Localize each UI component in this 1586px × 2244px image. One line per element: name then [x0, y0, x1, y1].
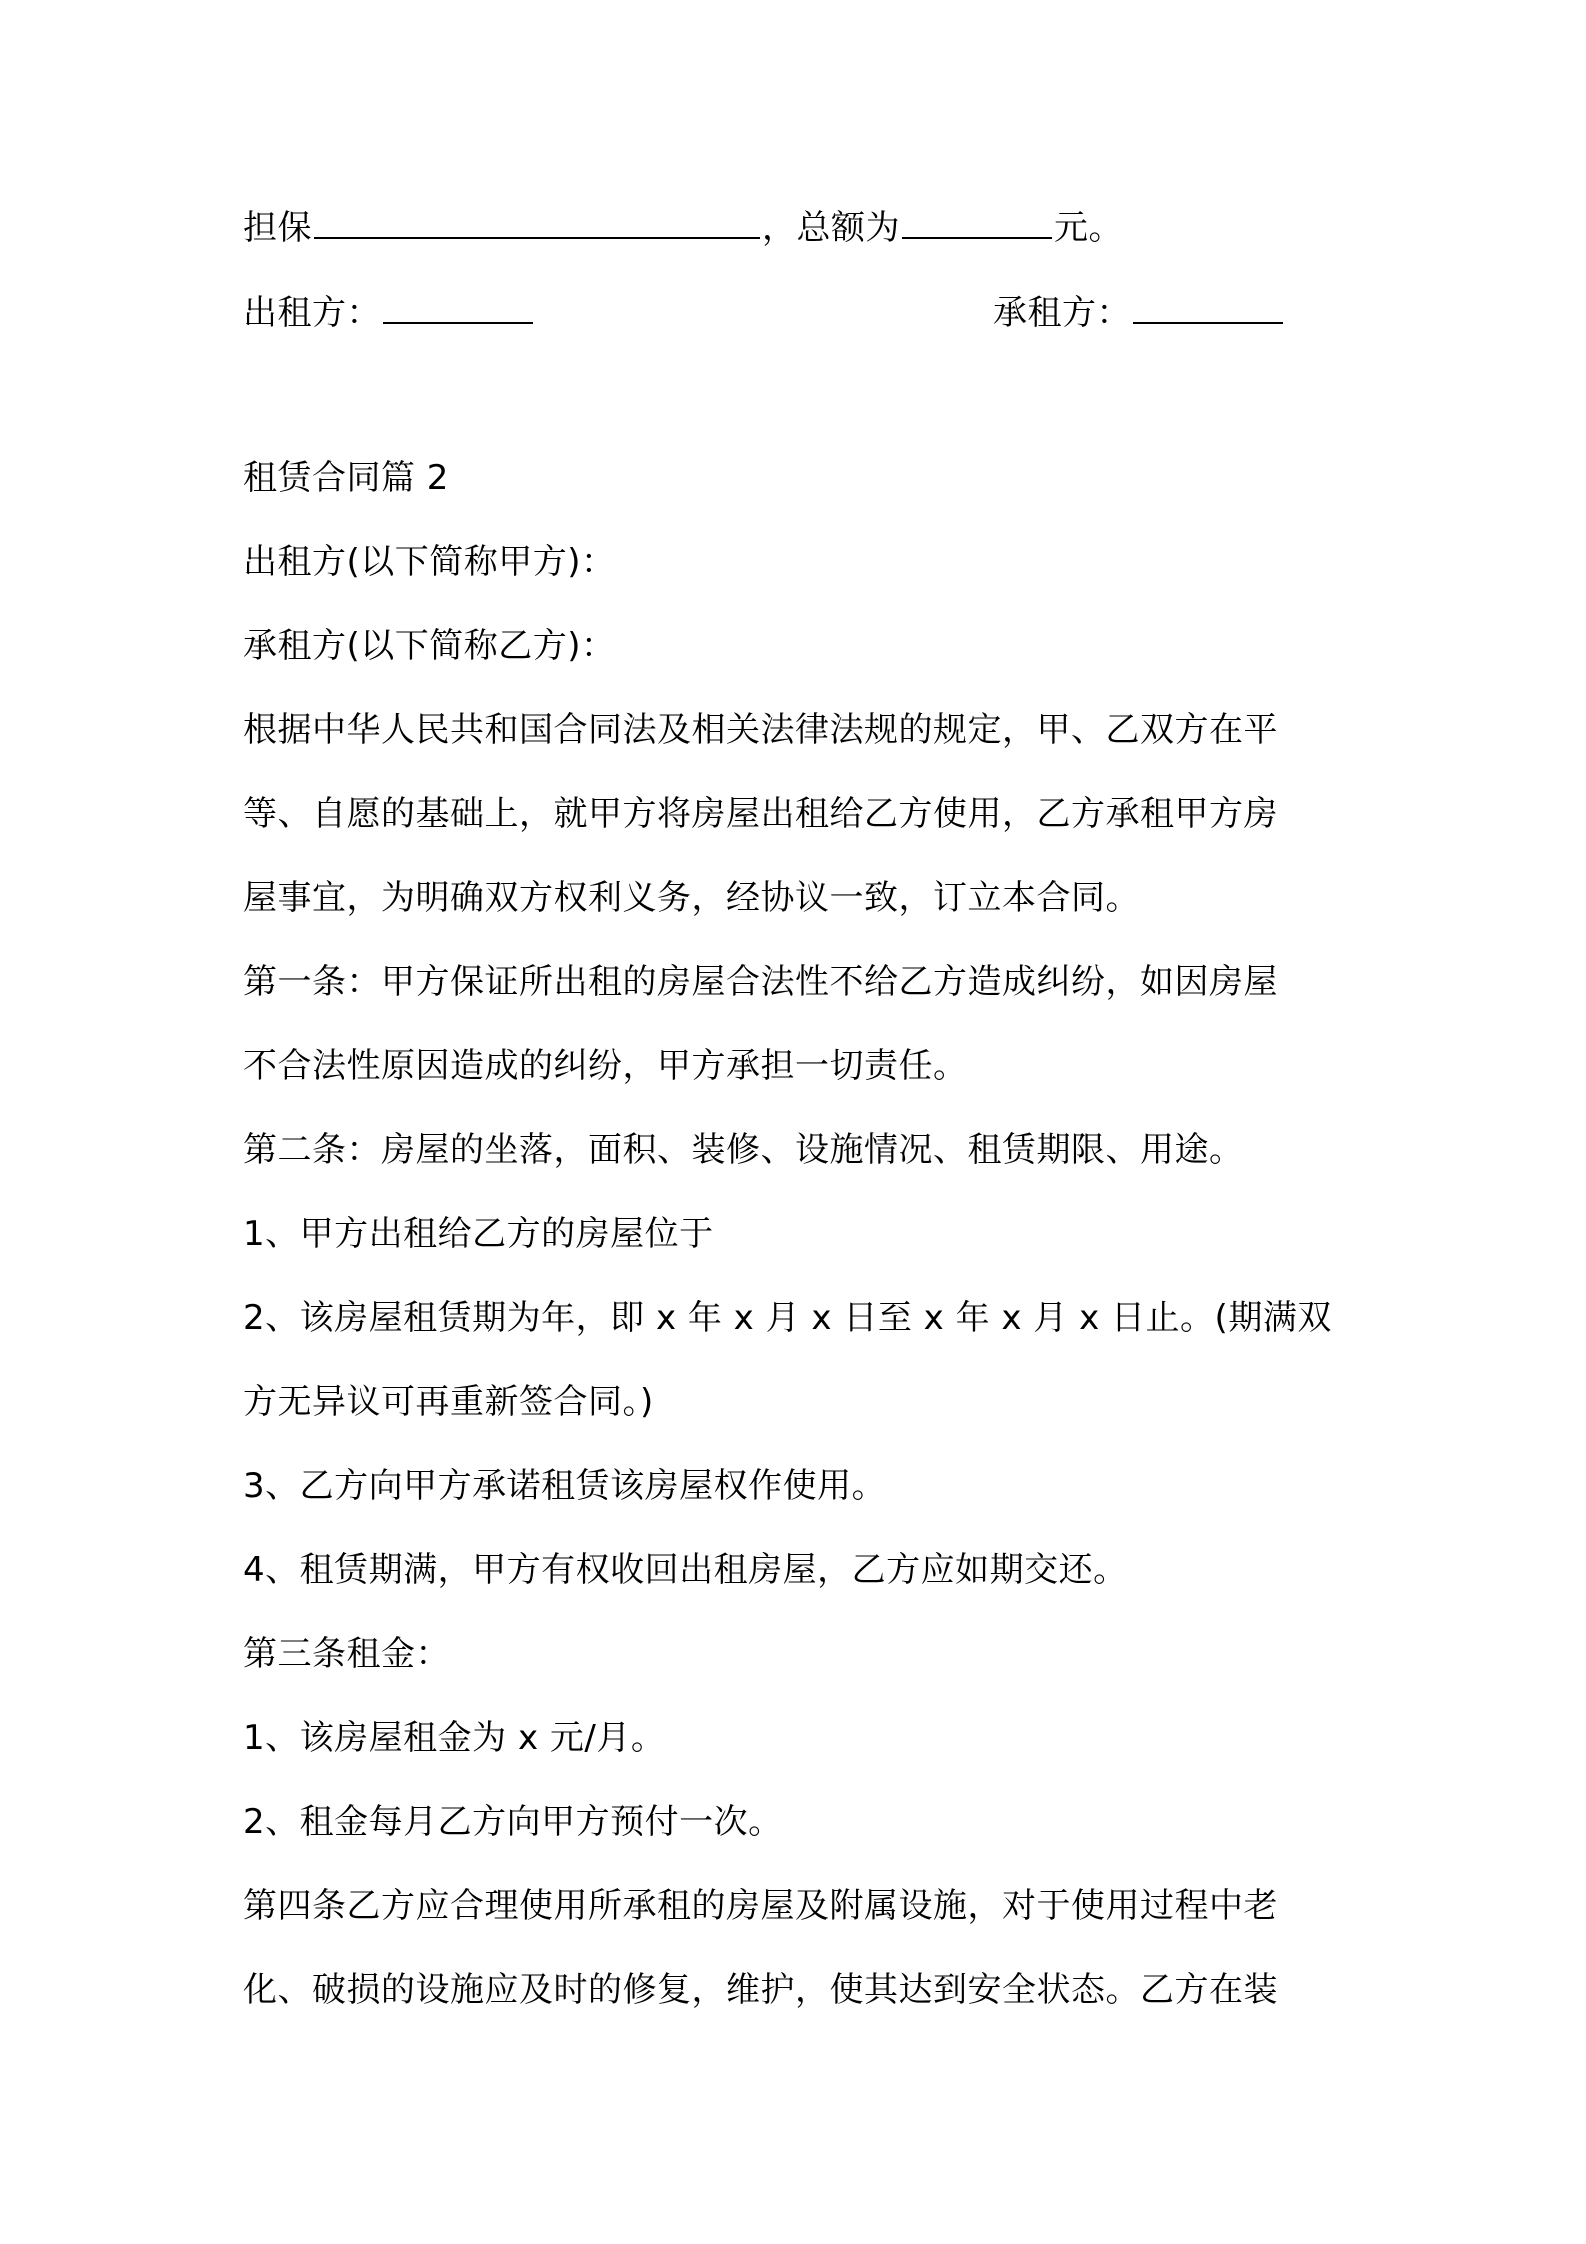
article-2-heading: 第二条：房屋的坐落，面积、装修、设施情况、租赁期限、用途。: [243, 1130, 1244, 1170]
article-4-line: 化、破损的设施应及时的修复，维护，使其达到安全状态。乙方在装: [243, 1970, 1278, 2010]
article-3-item: 1、该房屋租金为 x 元/月。: [243, 1718, 666, 1758]
article-2-item: 3、乙方向甲方承诺租赁该房屋权作使用。: [243, 1466, 887, 1506]
lessee-signature: [993, 288, 1285, 337]
article-2-item: 2、该房屋租赁期为年，即 x 年 x 月 x 日至 x 年 x 月 x 日止。(期满双: [243, 1298, 1332, 1338]
lessor-blank: [383, 288, 533, 324]
body-line: 根据中华人民共和国合同法及相关法律法规的规定，甲、乙双方在平: [243, 710, 1278, 750]
article-4-line: 第四条乙方应合理使用所承租的房屋及附属设施，对于使用过程中老: [243, 1886, 1278, 1926]
article-3-heading: 第三条租金：: [243, 1634, 450, 1674]
guarantee-line: [243, 203, 1353, 252]
party-lessor: 出租方(以下简称甲方)：: [243, 542, 616, 582]
article-2-item: 4、租赁期满，甲方有权收回出租房屋，乙方应如期交还。: [243, 1550, 1128, 1590]
article-1-line: 不合法性原因造成的纠纷，甲方承担一切责任。: [243, 1046, 968, 1086]
article-1-line: 第一条：甲方保证所出租的房屋合法性不给乙方造成纠纷，如因房屋: [243, 962, 1278, 1002]
party-lessee: 承租方(以下简称乙方)：: [243, 626, 616, 666]
lessee-label: 承租方：: [993, 293, 1131, 333]
article-2-item: 1、甲方出租给乙方的房屋位于: [243, 1214, 714, 1254]
lessor-label: 出租方：: [243, 293, 381, 333]
guarantee-middle: ，总额为: [762, 208, 900, 248]
lessee-blank: [1133, 288, 1283, 324]
signature-line: [243, 288, 1353, 337]
guarantee-prefix: 担保: [243, 208, 312, 248]
article-2-item: 方无异议可再重新签合同。): [243, 1382, 654, 1422]
section-title: 租赁合同篇 2: [243, 458, 449, 498]
body-line: 等、自愿的基础上，就甲方将房屋出租给乙方使用，乙方承租甲方房: [243, 794, 1278, 834]
body-line: 屋事宜，为明确双方权利义务，经协议一致，订立本合同。: [243, 878, 1140, 918]
guarantee-blank: [314, 203, 760, 239]
amount-blank: [902, 203, 1052, 239]
guarantee-suffix: 元。: [1054, 208, 1123, 248]
article-3-item: 2、租金每月乙方向甲方预付一次。: [243, 1802, 783, 1842]
lessor-signature: [243, 293, 535, 333]
